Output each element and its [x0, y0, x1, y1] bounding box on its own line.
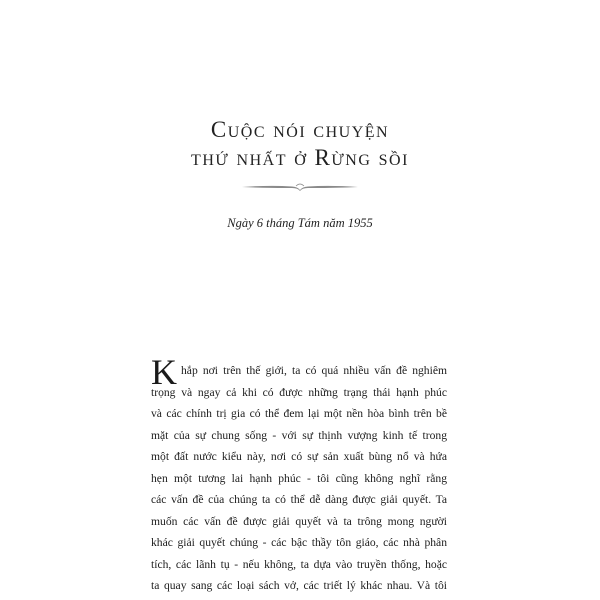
body-line: muốn các vấn đề được giải quyết và ta trông mong người: [151, 514, 447, 528]
body-line: khác giải quyết chúng - các bậc thầy tôn giáo, các nhà phân: [151, 536, 447, 549]
body-line: các vấn đề của chúng ta có thể dễ dàng được giải quyết. Ta: [151, 493, 447, 506]
chapter-title-line-2: thứ nhất ở Rừng sồi: [191, 145, 409, 170]
chapter-date: Ngày 6 tháng Tám năm 1955: [227, 216, 373, 230]
body-line: tích, các lãnh tụ - nếu không, ta dựa vào truyền thống, hoặc: [151, 557, 447, 571]
swash-divider-icon: [240, 180, 360, 194]
chapter-title-line-1: Cuộc nói chuyện: [210, 117, 390, 142]
body-line: và các chính trị gia có thể đem lại một nền hòa bình trên bề: [151, 407, 447, 420]
body-paragraph: [151, 352, 447, 597]
body-line: một đất nước kiểu này, nơi có sự sản xuất bùng nổ và hứa: [151, 450, 447, 463]
drop-cap: K: [151, 352, 177, 392]
body-line: trọng và ngay cả khi có được những trạng thái hạnh phúc: [151, 385, 447, 399]
body-line: mặt của sự chung sống - với sự thịnh vượng kinh tế trong: [151, 428, 447, 442]
body-line: hắp nơi trên thế giới, ta có quá nhiều vấn đề nghiêm: [181, 364, 447, 377]
body-line: ta quay sang các loại sách vở, các triết lý khác nhau. Và tôi: [151, 579, 447, 592]
body-line: hẹn một tương lai hạnh phúc - tôi cũng không nghĩ rằng: [151, 471, 447, 485]
